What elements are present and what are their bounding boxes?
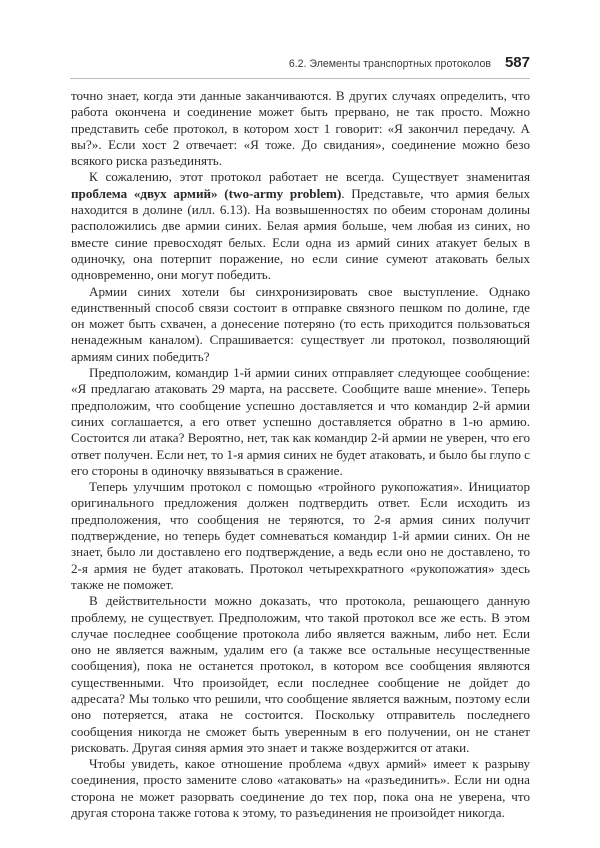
paragraph-4: Предположим, командир 1-й армии синих отправляет следующее сообщение: «Я предлагаю атаковать 29 марта, на рассвете. Сообщите ваше мнение». Теперь предположим, что сообщение успешно доставляется и что командир 2-й армии синих соглашается, а его ответ успешно доставляется обратно в 1-ю армию. Состоится ли атака? Вероятно, нет, так как командир 2-й армии не уверен, что его ответ получен. Если нет, то 1-я армия синих не будет атаковать, и было бы глупо с его стороны в одиночку ввязываться в сражение. (71, 365, 530, 478)
paragraph-2-lead: К сожалению, этот протокол работает не всегда. Существует знаменитая (89, 169, 530, 185)
paragraph-7: Чтобы увидеть, какое отношение проблема «двух армий» имеет к разрыву соединения, просто замените слово «атаковать» на «разъединить». Если ни одна сторона не может разорвать соединение до тех пор, пока она не уверена, что другая сторона также готова к этому, то разъединения не произойдет никогда. (71, 756, 530, 821)
running-header (70, 54, 530, 79)
paragraph-5: Теперь улучшим протокол с помощью «тройного рукопожатия». Инициатор оригинального предложения должен подтвердить ответ. Если исходить из предположения, что сообщения не теряются, то 2-я армия синих получит подтверждение, но теперь будет сомневаться командир 1-й армии синих. Он не знает, было ли доставлено его подтверждение, а ведь если оно не доставлено, то 2-я армия не будет атаковать. Протокол четырехкратного «рукопожатия» здесь также не поможет. (71, 479, 530, 592)
paragraph-2 (71, 169, 530, 283)
running-title: 6.2. Элементы транспортных протоколов (288, 58, 491, 70)
page-number: 587 (504, 54, 530, 71)
term-two-army-problem: проблема «двух армий» (two-army problem) (71, 185, 342, 201)
body-text (71, 88, 530, 821)
paragraph-3: Армии синих хотели бы синхронизировать свое выступление. Однако единственный способ связи состоит в отправке связного пешком по долине, где он может быть схвачен, а донесение потеряно (то есть приходится пользоваться ненадежным каналом). Спрашивается: существует ли протокол, позволяющий армиям синих победить? (71, 283, 530, 364)
paragraph-1: точно знает, когда эти данные заканчиваются. В других случаях определить, что работа окончена и соединение может быть прервано, не так просто. Можно представить себе протокол, в котором хост 1 говорит: «Я закончил передачу. А вы?». Если хост 2 отвечает: «Я тоже. До свидания», соединение можно безо всякого риска разъединять. (71, 88, 530, 169)
paragraph-6: В действительности можно доказать, что протокола, решающего данную проблему, не существует. Предположим, что такой протокол все же есть. В этом случае последнее сообщение протокола либо является важным, либо нет. Если оно не является важным, удалим его (а также все остальные несущественные сообщения), пока не останется протокол, в котором все сообщения являются существенными. Что произойдет, если последнее сообщение не дойдет до адресата? Мы только что решили, что сообщение является важным, поэтому если оно потеряется, атака не состоится. Поскольку отправитель последнего сообщения никогда не сможет быть уверенным в его получении, он не станет рисковать. Другая синяя армия это знает и также воздержится от атаки. (71, 593, 530, 755)
paragraph-2-rest: . Представьте, что армия белых находится в долине (илл. 6.13). На возвышенностях по обеим сторонам долины расположились две армии синих. Белая армия больше, чем любая из синих, но вместе синие превосходят белых. Если одна из армий синих атакует белых в одиночку, она потерпит поражение, но если синие сумеют атаковать белых одновременно, они могут победить. (71, 185, 530, 283)
